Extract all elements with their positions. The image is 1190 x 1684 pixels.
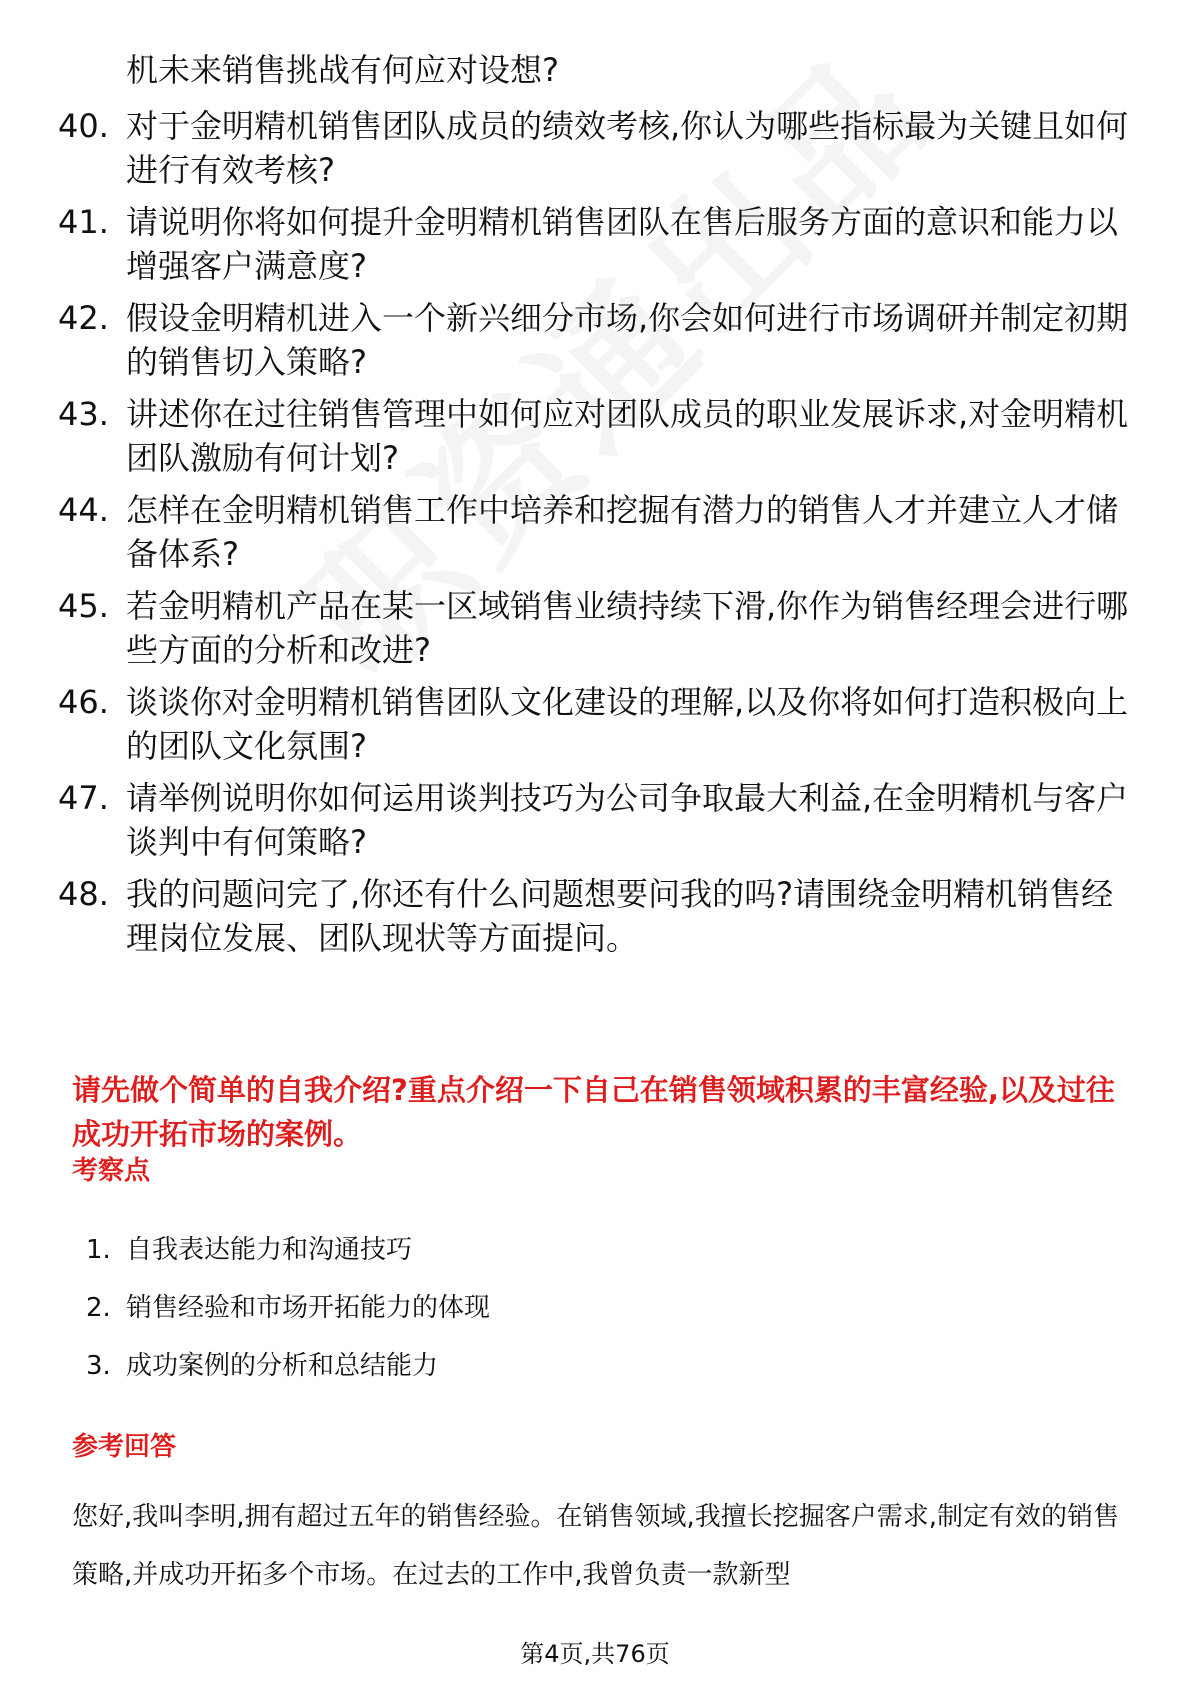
question-number: 48.	[58, 875, 109, 913]
key-points-label: 考察点	[72, 1156, 151, 1186]
question-text: 假设金明精机进入一个新兴细分市场,你会如何进行市场调研并制定初期的销售切入策略?	[126, 299, 1129, 381]
key-point-number: 3.	[86, 1351, 111, 1381]
question-item	[58, 488, 1138, 576]
key-point-text: 销售经验和市场开拓能力的体现	[126, 1293, 491, 1323]
reference-answer-text: 您好,我叫李明,拥有超过五年的销售经验。在销售领域,我擅长挖掘客户需求,制定有效的销售策略,并成功开拓多个市场。在过去的工作中,我曾负责一款新型	[72, 1502, 1120, 1590]
key-point-item	[86, 1290, 490, 1326]
question-number: 40.	[58, 107, 109, 145]
question-number: 46.	[58, 683, 109, 721]
question-text: 请举例说明你如何运用谈判技巧为公司争取最大利益,在金明精机与客户谈判中有何策略?	[126, 779, 1129, 861]
question-text: 讲述你在过往销售管理中如何应对团队成员的职业发展诉求,对金明精机团队激励有何计划?	[126, 395, 1129, 477]
featured-question: 请先做个简单的自我介绍?重点介绍一下自己在销售领域积累的丰富经验,以及过往成功开拓市场的案例。	[72, 1073, 1115, 1151]
key-point-text: 成功案例的分析和总结能力	[126, 1351, 439, 1381]
question-item	[58, 296, 1138, 384]
key-point-number: 2.	[86, 1293, 111, 1323]
key-point-item	[86, 1348, 438, 1384]
question-text: 我的问题问完了,你还有什么问题想要问我的吗?请围绕金明精机销售经理岗位发展、团队现状等方面提问。	[126, 875, 1114, 957]
question-number: 42.	[58, 299, 109, 337]
question-number: 43.	[58, 395, 109, 433]
question-item	[58, 104, 1138, 192]
question-item	[58, 392, 1138, 480]
question-text: 对于金明精机销售团队成员的绩效考核,你认为哪些指标最为关键且如何进行有效考核?	[126, 107, 1129, 189]
key-point-number: 1.	[86, 1235, 111, 1265]
question-item	[58, 776, 1138, 864]
question-item	[58, 680, 1138, 768]
question-item	[58, 200, 1138, 288]
reference-answer-label: 参考回答	[72, 1432, 177, 1462]
question-item	[58, 584, 1138, 672]
question-text: 怎样在金明精机销售工作中培养和挖掘有潜力的销售人才并建立人才储备体系?	[126, 491, 1119, 573]
page-footer: 第4页,共76页	[520, 1640, 670, 1668]
question-text: 谈谈你对金明精机销售团队文化建设的理解,以及你将如何打造积极向上的团队文化氛围?	[126, 683, 1129, 765]
key-point-text: 自我表达能力和沟通技巧	[126, 1235, 413, 1265]
question-item	[58, 872, 1138, 960]
question-number: 44.	[58, 491, 109, 529]
question-text: 若金明精机产品在某一区域销售业绩持续下滑,你作为销售经理会进行哪些方面的分析和改进?	[126, 587, 1129, 669]
question-number: 47.	[58, 779, 109, 817]
question-number: 41.	[58, 203, 109, 241]
question-text: 请说明你将如何提升金明精机销售团队在售后服务方面的意识和能力以增强客户满意度?	[126, 203, 1119, 285]
question-continuation: 机未来销售挑战有何应对设想?	[126, 51, 559, 89]
question-number: 45.	[58, 587, 109, 625]
key-point-item	[86, 1232, 412, 1268]
